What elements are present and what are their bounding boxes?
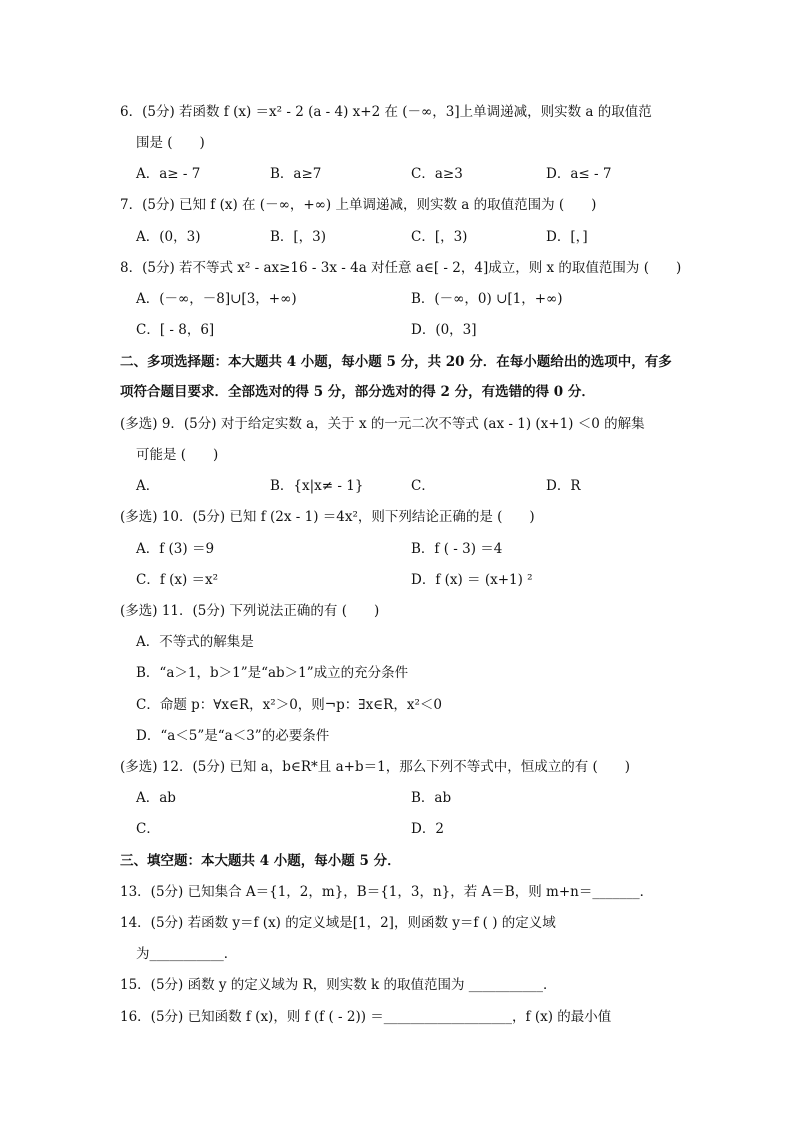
question-6-stem-cont: 围是 ( ) [136,135,205,151]
question-6-option-a: A．a≥ - 7 [136,166,201,182]
question-10-option-b: B．f ( - 3) ＝4 [411,541,503,557]
question-9-option-d: D．R [546,478,581,494]
question-11-option-d: D．“a＜5”是“a＜3”的必要条件 [136,728,330,744]
question-6-option-d: D．a≤ - 7 [546,166,612,182]
section-2-heading-cont: 项符合题目要求．全部选对的得 5 分，部分选对的得 2 分，有选错的得 0 分． [120,384,595,400]
question-6-option-b: B．a≥7 [270,166,322,182]
question-12-stem: (多选) 12．(5分) 已知 a，b∈R*且 a+b＝1，那么下列不等式中，恒成立的有 ( ) [120,759,631,775]
question-7-stem: 7．(5分) 已知 f (x) 在 (－∞，+∞) 上单调递减，则实数 a 的取值范围为 ( ) [120,197,597,213]
question-8-option-a: A．(－∞，－8]∪[3，+∞) [136,291,297,307]
section-3-heading: 三、填空题：本大题共 4 小题，每小题 5 分． [120,853,401,869]
question-8-option-d: D．(0，3] [411,322,477,338]
question-10-stem: (多选) 10．(5分) 已知 f (2x - 1) ＝4x²，则下列结论正确的是 ( ) [120,509,535,525]
question-11-stem: (多选) 11．(5分) 下列说法正确的有 ( ) [120,603,380,619]
question-9-stem: (多选) 9．(5分) 对于给定实数 a，关于 x 的一元二次不等式 (ax - 1) (x+1) ＜0 的解集 [120,416,645,432]
question-10-option-a: A．f (3) ＝9 [136,541,215,557]
question-9-stem-cont: 可能是 ( ) [136,447,219,463]
question-7-option-c: C．[，3) [411,229,468,245]
question-11-option-a: A．不等式的解集是 [136,634,254,650]
question-14-stem-cont: 为___________． [136,946,238,962]
question-8-stem: 8．(5分) 若不等式 x² - ax≥16 - 3x - 4a 对任意 a∈[ - 2，4]成立，则 x 的取值范围为 ( ) [120,260,682,276]
question-6-stem: 6．(5分) 若函数 f (x) ＝x² - 2 (a - 4) x+2 在 (－∞，3]上单调递减，则实数 a 的取值范 [120,104,652,120]
question-9-option-a: A． [136,478,160,494]
question-8-option-c: C．[ - 8，6] [136,322,215,338]
question-11-option-b: B．“a＞1，b＞1”是“ab＞1”成立的充分条件 [136,665,409,681]
question-12-option-b: B．ab [411,790,452,806]
question-12-option-a: A．ab [136,790,176,806]
question-6-option-c: C．a≥3 [411,166,463,182]
question-7-option-a: A．(0，3) [136,229,201,245]
question-16-stem: 16．(5分) 已知函数 f (x)，则 f (f ( - 2)) ＝___________________，f (x) 的最小值 [120,1009,612,1025]
question-7-option-d: D．[，] [546,229,588,245]
question-10-option-c: C．f (x) ＝x² [136,572,219,588]
question-13-stem: 13．(5分) 已知集合 A＝{1，2，m}，B＝{1，3，n}，若 A＝B，则 m+n＝_______． [120,884,654,900]
question-7-option-b: B．[，3) [270,229,327,245]
question-8-option-b: B．(－∞，0) ∪[1，+∞) [411,291,563,307]
question-10-option-d: D．f (x) ＝ (x+1) ² [411,572,533,588]
question-12-option-c: C． [136,821,160,837]
question-11-option-c: C．命题 p：∀x∈R，x²＞0，则¬p：∃x∈R，x²＜0 [136,697,442,713]
question-9-option-c: C． [411,478,435,494]
question-9-option-b: B．{x|x≠ - 1} [270,478,364,494]
question-14-stem: 14．(5分) 若函数 y＝f (x) 的定义域是[1，2]，则函数 y＝f ( ) 的定义域 [120,915,556,931]
question-15-stem: 15．(5分) 函数 y 的定义域为 R，则实数 k 的取值范围为 ___________． [120,977,557,993]
question-12-option-d: D．2 [411,821,444,837]
section-2-heading: 二、多项选择题：本大题共 4 小题，每小题 5 分，共 20 分．在每小题给出的选项中，有多 [120,354,672,370]
